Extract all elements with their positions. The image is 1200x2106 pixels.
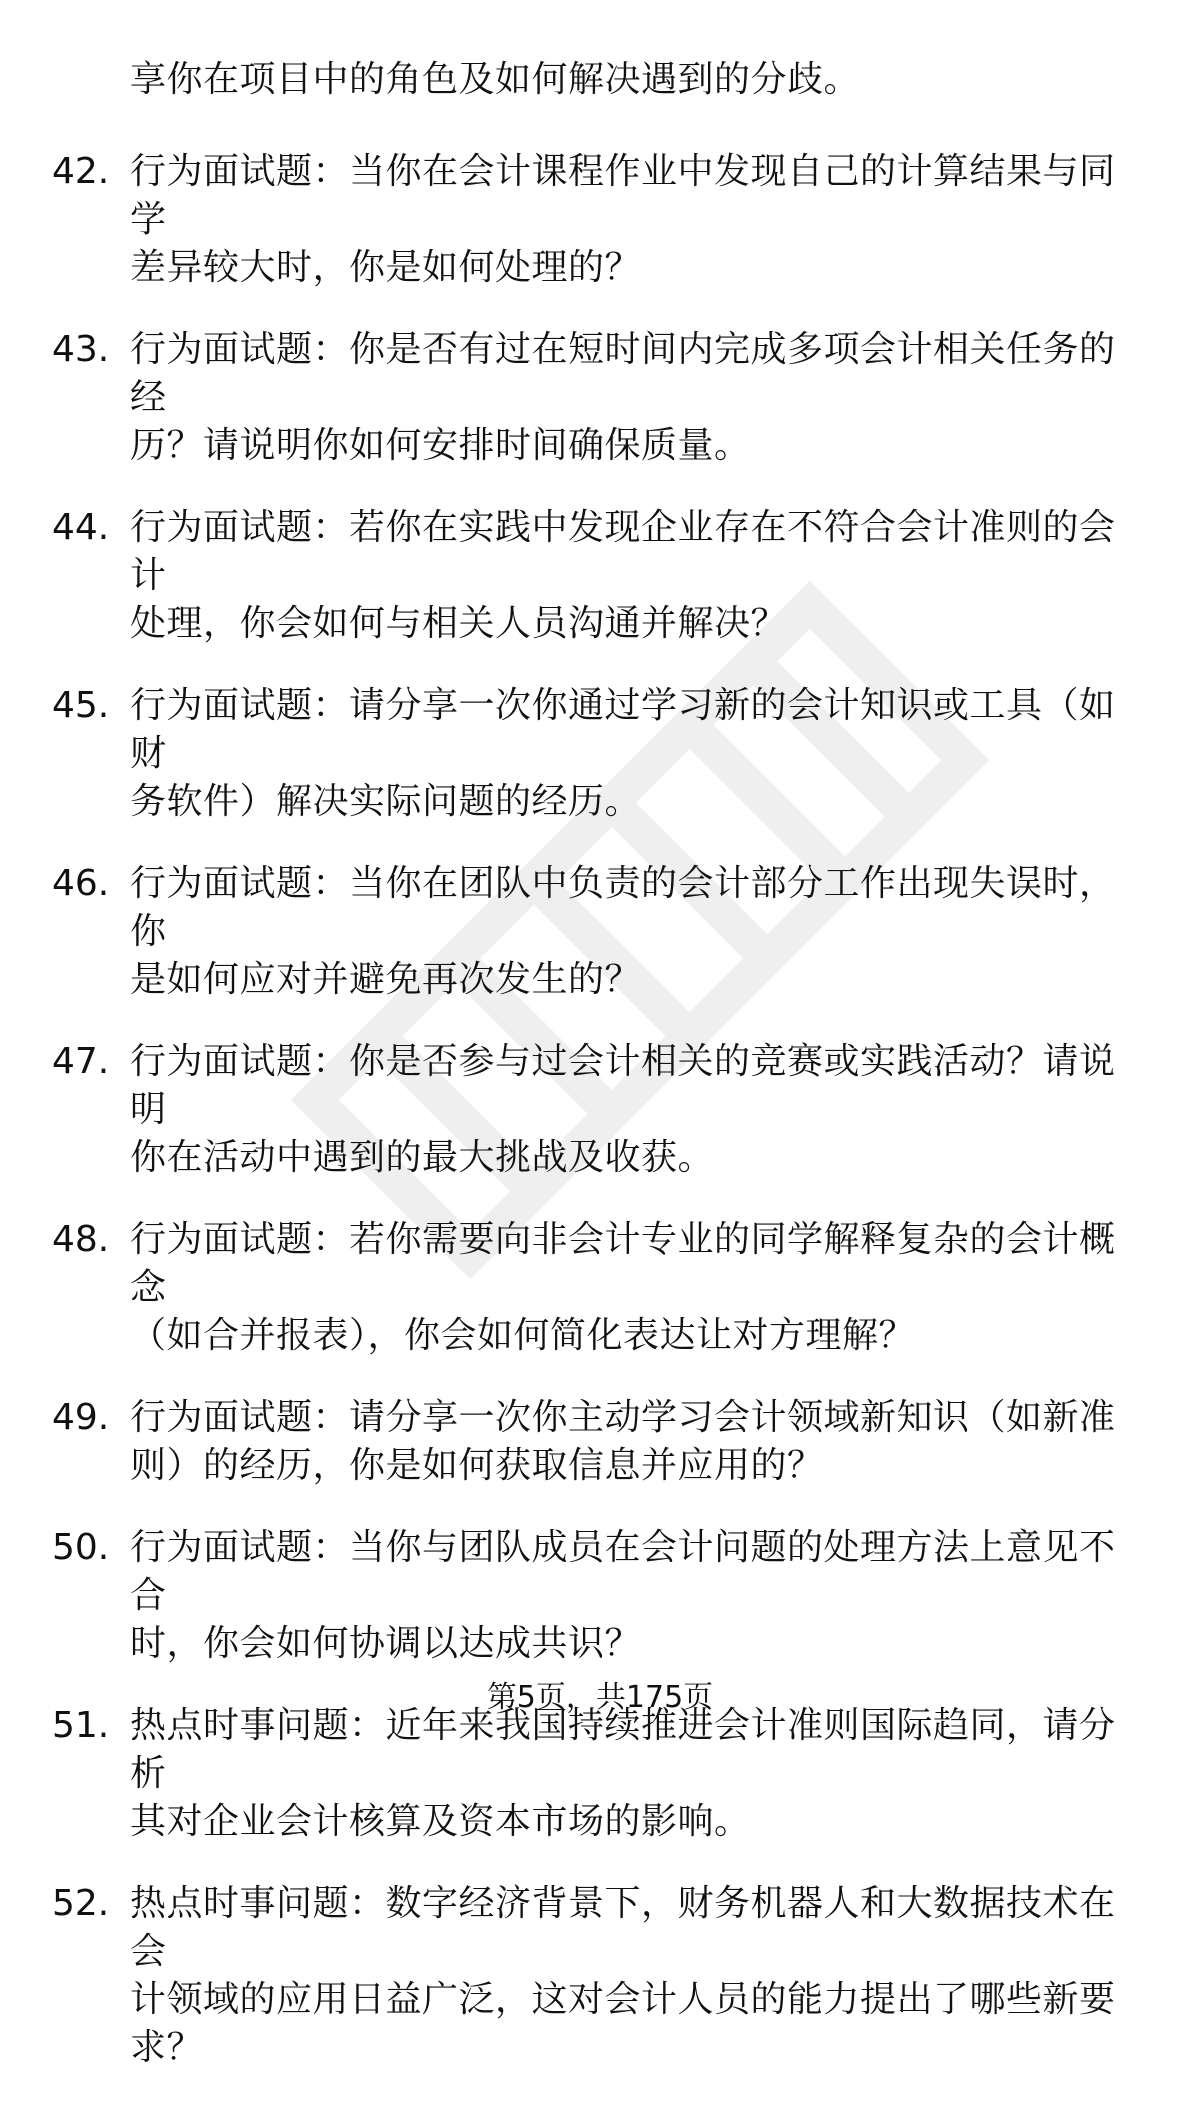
question-item [0,148,1200,292]
question-item [0,1702,1200,1846]
question-number: 42. [52,151,110,192]
question-text: 行为面试题：请分享一次你主动学习会计领域新知识（如新准 则）的经历，你是如何获取信息并应用的？ [130,1397,1116,1486]
question-number: 48. [52,1219,110,1260]
question-number: 52. [52,1883,110,1924]
question-item [0,1524,1200,1668]
question-list [0,148,1200,2106]
question-text: 行为面试题：你是否参与过会计相关的竞赛或实践活动？请说明 你在活动中遇到的最大挑战及收获。 [130,1041,1116,1178]
question-item [0,1038,1200,1182]
question-item [0,860,1200,1004]
question-item [0,326,1200,470]
question-text: 行为面试题：当你在团队中负责的会计部分工作出现失误时，你 是如何应对并避免再次发生的？ [130,863,1116,1000]
question-text: 行为面试题：当你在会计课程作业中发现自己的计算结果与同学 差异较大时，你是如何处理的？ [130,151,1116,288]
question-text: 热点时事问题：近年来我国持续推进会计准则国际趋同，请分析 其对企业会计核算及资本市场的影响。 [130,1705,1116,1842]
question-text: 行为面试题：当你与团队成员在会计问题的处理方法上意见不合 时，你会如何协调以达成共识？ [130,1527,1116,1664]
question-number: 43. [52,329,110,370]
question-number: 44. [52,507,110,548]
question-number: 46. [52,863,110,904]
question-number: 51. [52,1705,110,1746]
question-text: 行为面试题：若你在实践中发现企业存在不符合会计准则的会计 处理，你会如何与相关人员沟通并解决？ [130,507,1116,644]
continuation-text: 享你在项目中的角色及如何解决遇到的分歧。 [130,59,861,100]
question-text: 行为面试题：若你需要向非会计专业的同学解释复杂的会计概念 （如合并报表），你会如何简化表达让对方理解？ [130,1219,1116,1356]
question-item [0,1394,1200,1490]
page-footer: 第5页，共175页 [486,1680,714,1715]
question-item [0,504,1200,648]
question-number: 50. [52,1527,110,1568]
question-text: 行为面试题：请分享一次你通过学习新的会计知识或工具（如财 务软件）解决实际问题的经历。 [130,685,1116,822]
question-item [0,682,1200,826]
question-number: 47. [52,1041,110,1082]
question-text: 行为面试题：你是否有过在短时间内完成多项会计相关任务的经 历？请说明你如何安排时间确保质量。 [130,329,1116,466]
question-text: 热点时事问题：数字经济背景下，财务机器人和大数据技术在会 计领域的应用日益广泛，这对会计人员的能力提出了哪些新要 求？ [130,1883,1116,2068]
question-item [0,1216,1200,1360]
question-number: 49. [52,1397,110,1438]
question-item [0,1880,1200,2072]
question-number: 45. [52,685,110,726]
